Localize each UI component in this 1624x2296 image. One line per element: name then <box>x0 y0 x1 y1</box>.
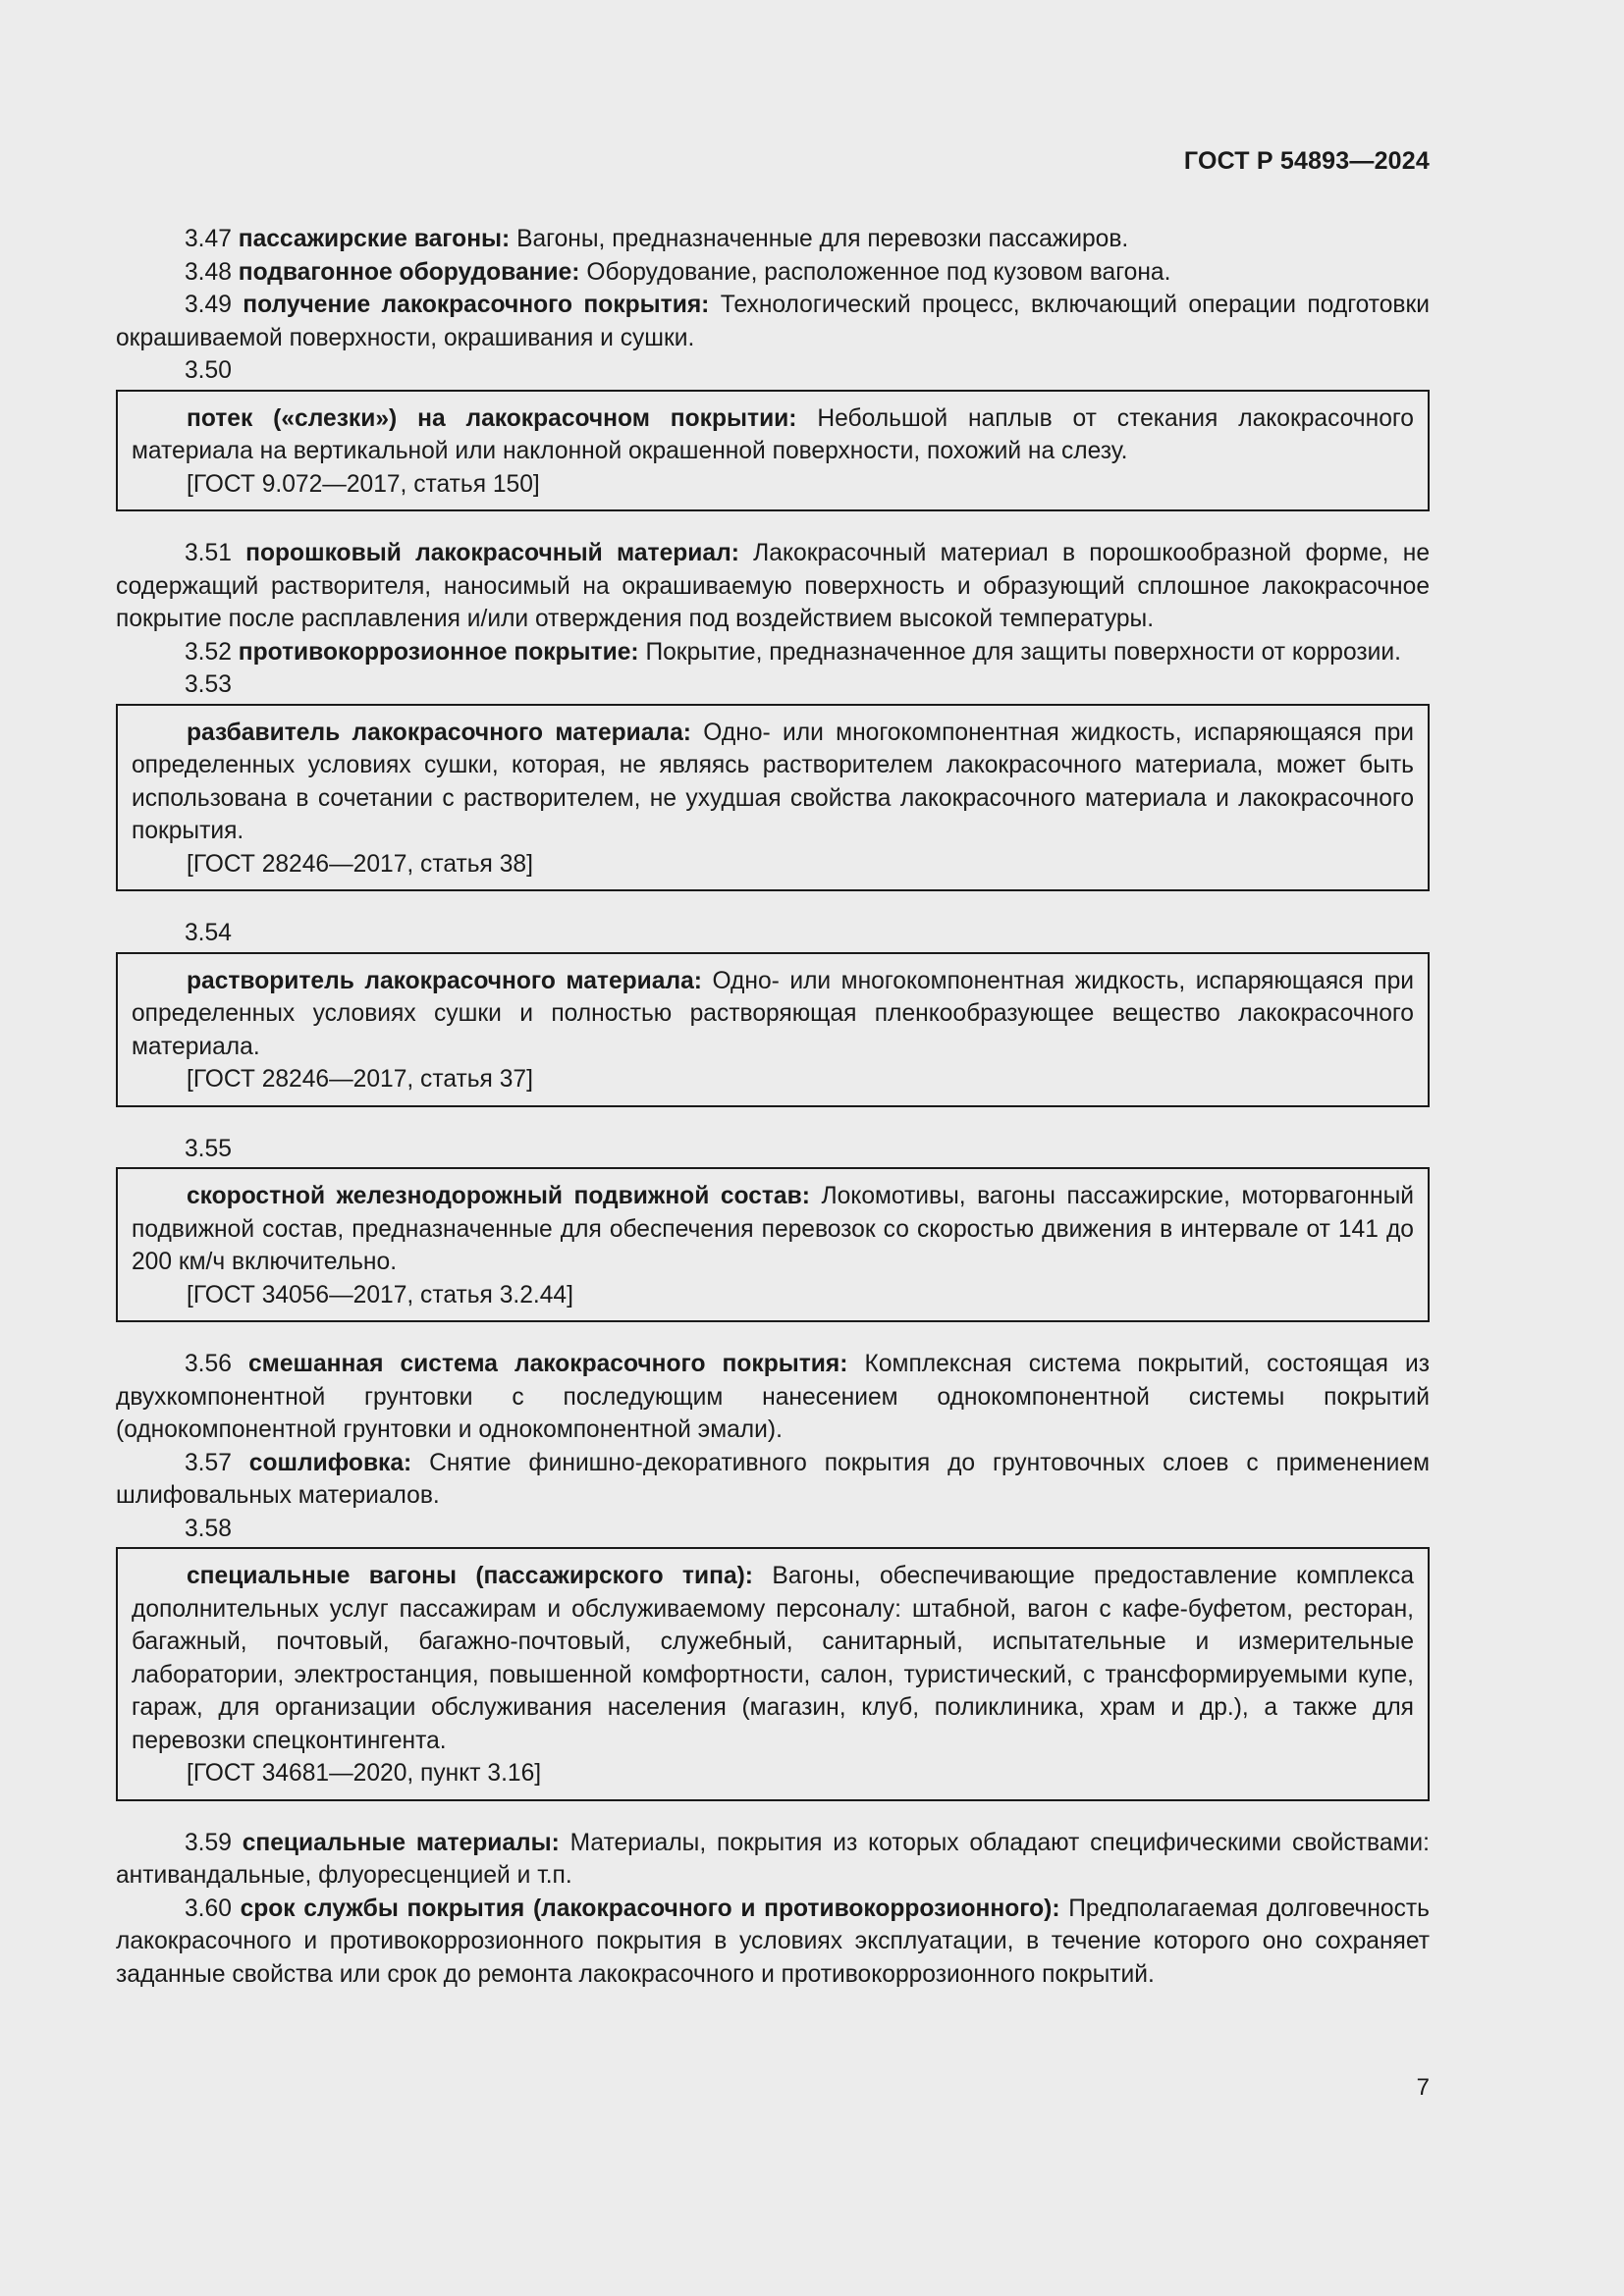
term-name: специальные материалы: <box>242 1829 560 1856</box>
term-number-3-55: 3.55 <box>185 1135 232 1162</box>
term-entry-3-57: 3.57 сошлифовка: Снятие финишно-декоративного покрытия до грунтовочных слоев с применением шлифовальных материалов. <box>116 1449 1431 1509</box>
term-entry-3-60: 3.60 срок службы покрытия (лакокрасочного и противокоррозионного): Предполагаемая долговечность лакокрасочного и противокоррозионного покрытия в условиях эксплуатации, в течение которого оно сохраняет заданные свойства или срок до ремонта лакокрасочного и противокоррозионного покрытий. <box>116 1895 1430 1988</box>
term-name: противокоррозионное покрытие: <box>238 638 639 666</box>
term-entry-3-49: 3.49 получение лакокрасочного покрытия: Технологический процесс, включающий операции подготовки окрашиваемой поверхности, окрашивания и сушки. <box>116 292 1430 351</box>
term-entry-3-53 <box>132 717 1414 848</box>
term-name: срок службы покрытия (лакокрасочного и противокоррозионного): <box>240 1895 1060 1922</box>
standard-header: ГОСТ Р 54893—2024 <box>1183 147 1430 175</box>
term-name: скоростной железнодорожный подвижной состав: <box>187 1183 810 1209</box>
term-entry-3-59: 3.59 специальные материалы: Материалы, покрытия из которых обладают специфическими свойствами: антивандальные, флуоресценцией и т.п. <box>116 1829 1430 1889</box>
term-definition: Покрытие, предназначенное для защиты поверхности от коррозии. <box>645 638 1401 666</box>
term-name: сошлифовка: <box>248 1449 412 1476</box>
term-name: получение лакокрасочного покрытия: <box>243 292 710 318</box>
term-number-3-50: 3.50 <box>185 357 232 384</box>
quoted-term-box-3-54 <box>116 952 1430 1107</box>
source-reference: [ГОСТ 34681—2020, пункт 3.16] <box>187 1760 542 1787</box>
source-reference: [ГОСТ 28246—2017, статья 37] <box>187 1066 533 1093</box>
term-entry-3-52: 3.52 противокоррозионное покрытие: Покрытие, предназначенное для защиты поверхности от коррозии. <box>185 638 1401 666</box>
term-number-3-54: 3.54 <box>185 920 232 946</box>
term-definition: Вагоны, предназначенные для перевозки пассажиров. <box>516 226 1129 252</box>
term-number-3-58: 3.58 <box>185 1515 232 1542</box>
term-entry-3-56: 3.56 смешанная система лакокрасочного покрытия: Комплексная система покрытий, состоящая из двухкомпонентной грунтовки с последующим нанесением однокомпонентной системы покрытий (однокомпонентной грунтовки и однокомпонентной эмали). <box>116 1351 1430 1443</box>
term-definition: Локомотивы, вагоны пассажирские, моторвагонный подвижной состав, предназначенные для обеспечения перевозок со скоростью движения в интервале от 141 до 200 км/ч включительно. <box>132 1183 1414 1275</box>
quoted-term-box-3-50 <box>116 390 1430 512</box>
quoted-term-box-3-53 <box>116 704 1430 892</box>
term-definition: Снятие финишно-декоративного покрытия до грунтовочных слоев с применением шлифовальных материалов. <box>116 1449 1431 1509</box>
term-number-3-53: 3.53 <box>185 671 232 698</box>
term-definition: Небольшой наплыв от стекания лакокрасочного материала на вертикальной или наклонной окрашенной поверхности, похожий на слезу. <box>132 404 1414 464</box>
source-reference: [ГОСТ 34056—2017, статья 3.2.44] <box>187 1281 573 1308</box>
term-definition: Комплексная система покрытий, состоящая из двухкомпонентной грунтовки с последующим нанесением однокомпонентной системы покрытий (однокомпонентной грунтовки и однокомпонентной эмали). <box>116 1351 1430 1443</box>
term-entry-3-54 <box>132 965 1414 1064</box>
term-name: растворитель лакокрасочного материала: <box>187 967 702 994</box>
term-name: подвагонное оборудование: <box>238 258 580 286</box>
term-entry-3-48: 3.48 подвагонное оборудование: Оборудование, расположенное под кузовом вагона. <box>185 258 1171 286</box>
term-entry-3-47: 3.47 пассажирские вагоны: Вагоны, предназначенные для перевозки пассажиров. <box>185 226 1129 252</box>
quoted-term-box-3-55 <box>116 1167 1430 1322</box>
term-name: порошковый лакокрасочный материал: <box>245 540 739 566</box>
term-entry-3-55 <box>132 1180 1414 1279</box>
document-page <box>116 0 1430 2296</box>
terms-list <box>116 223 1430 1991</box>
term-definition: Технологический процесс, включающий операции подготовки окрашиваемой поверхности, окрашивания и сушки. <box>116 292 1430 351</box>
term-definition: Вагоны, обеспечивающие предоставление комплекса дополнительных услуг пассажирам и обслуживаемому персоналу: штабной, вагон с кафе-буфетом, ресторан, багажный, почтовый, багажно-почтовый, служебный, санитарный, испытательные и измерительные лаборатории, электростанция, повышенной комфортности, салон, туристический, с трансформируемыми купе, гараж, для организации обслуживания населения (магазин, клуб, поликлиника, храм и др.), а также для перевозки спецконтингента. <box>132 1563 1414 1754</box>
term-entry-3-58 <box>132 1560 1414 1757</box>
term-definition: Предполагаемая долговечность лакокрасочного и противокоррозионного покрытия в условиях эксплуатации, в течение которого оно сохраняет заданные свойства или срок до ремонта лакокрасочного и противокоррозионного покрытий. <box>116 1895 1430 1988</box>
term-definition: Одно- или многокомпонентная жидкость, испаряющаяся при определенных условиях сушки и полностью растворяющая пленкообразующее вещество лакокрасочного материала. <box>132 967 1414 1060</box>
term-name: специальные вагоны (пассажирского типа): <box>187 1563 753 1589</box>
term-definition: Одно- или многокомпонентная жидкость, испаряющаяся при определенных условиях сушки, которая, не являясь растворителем лакокрасочного материала, может быть использована в сочетании с растворителем, не ухудшая свойства лакокрасочного материала и лакокрасочного покрытия. <box>132 719 1414 844</box>
term-definition: Оборудование, расположенное под кузовом вагона. <box>586 258 1171 286</box>
quoted-term-box-3-58 <box>116 1547 1430 1801</box>
term-name: пассажирские вагоны: <box>238 226 511 252</box>
term-entry-3-51: 3.51 порошковый лакокрасочный материал: Лакокрасочный материал в порошкообразной форме, не содержащий растворителя, наносимый на окрашиваемую поверхность и образующий сплошное лакокрасочное покрытие после расплавления и/или отверждения под воздействием высокой температуры. <box>116 540 1430 632</box>
term-definition: Лакокрасочный материал в порошкообразной форме, не содержащий растворителя, наносимый на окрашиваемую поверхность и образующий сплошное лакокрасочное покрытие после расплавления и/или отверждения под воздействием высокой температуры. <box>116 540 1430 632</box>
page-number: 7 <box>1416 2074 1430 2101</box>
term-entry-3-50 <box>132 402 1414 468</box>
term-name: потек («слезки») на лакокрасочном покрытии: <box>187 404 797 432</box>
term-name: разбавитель лакокрасочного материала: <box>187 719 691 746</box>
source-reference: [ГОСТ 9.072—2017, статья 150] <box>187 470 540 498</box>
term-definition: Материалы, покрытия из которых обладают специфическими свойствами: антивандальные, флуоресценцией и т.п. <box>116 1829 1430 1889</box>
source-reference: [ГОСТ 28246—2017, статья 38] <box>187 850 533 878</box>
term-name: смешанная система лакокрасочного покрытия: <box>247 1351 848 1377</box>
